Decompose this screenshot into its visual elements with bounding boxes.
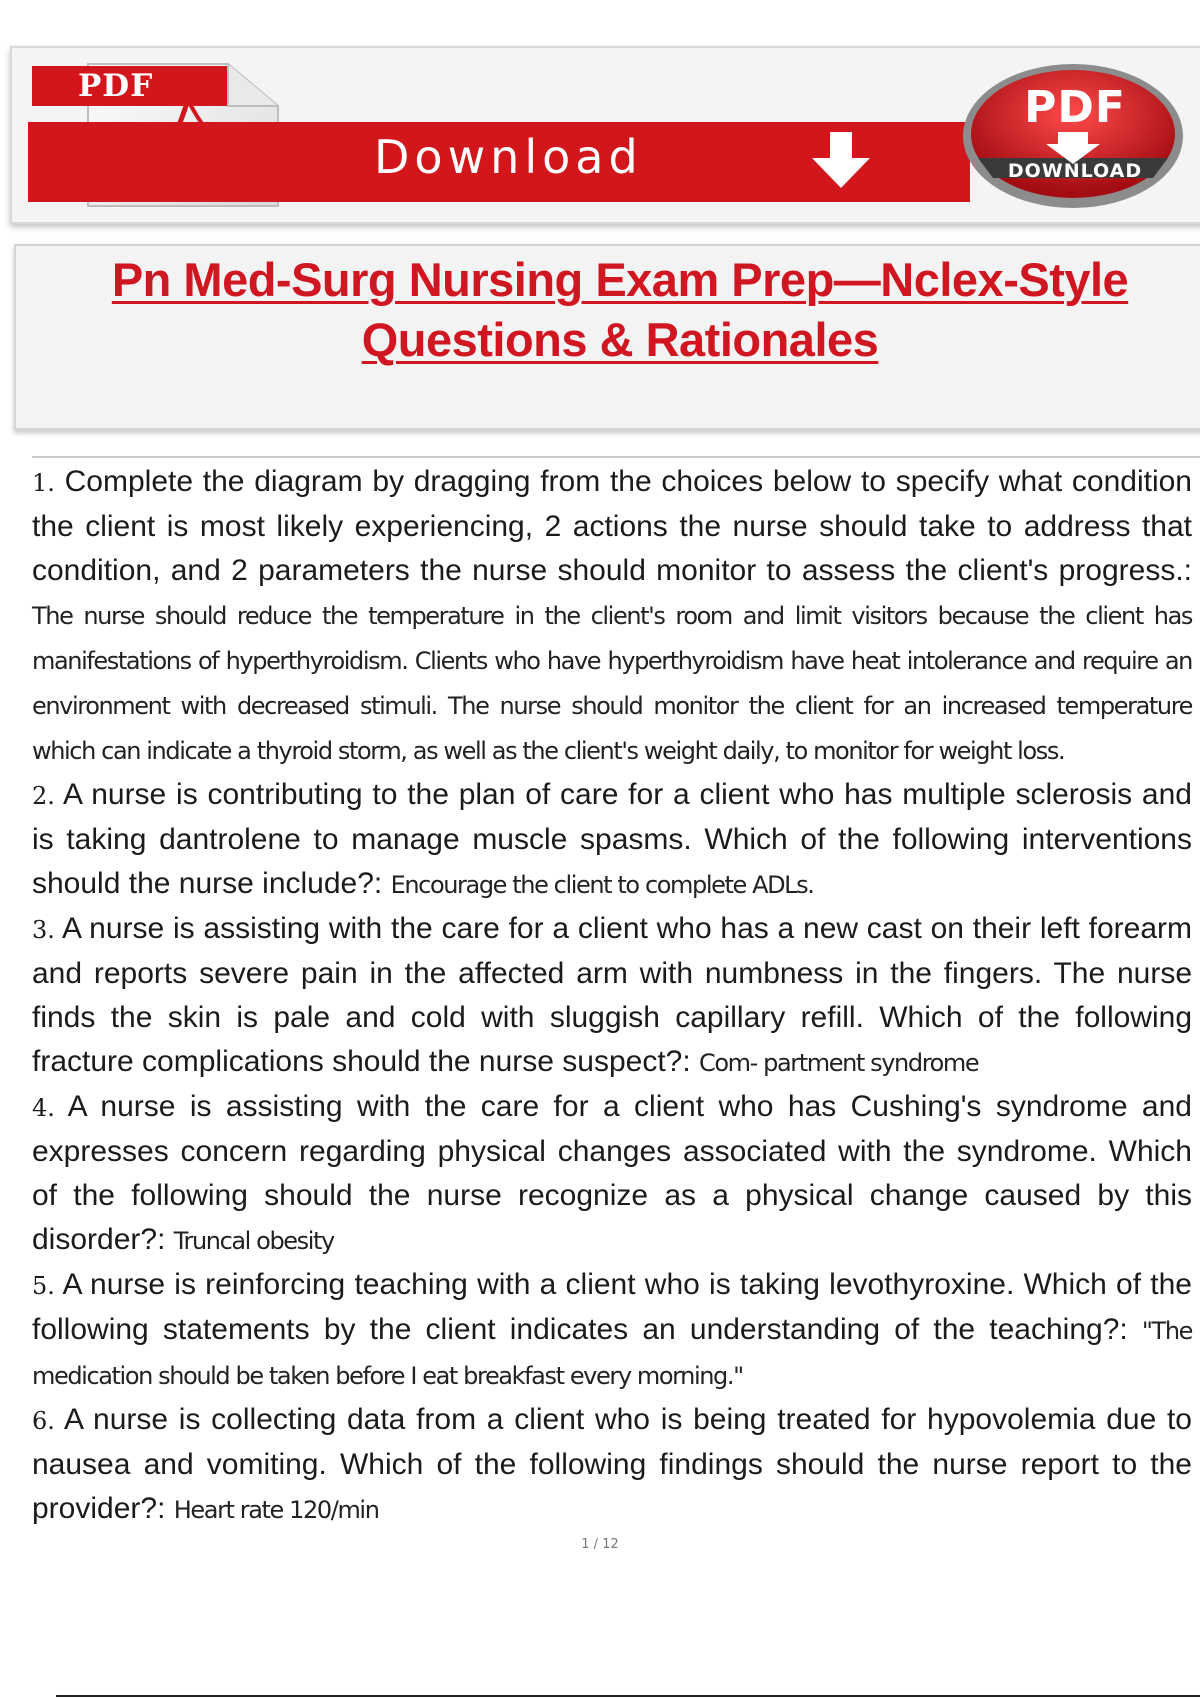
question-number: 3. xyxy=(32,916,55,944)
answer-text: Com- partment syndrome xyxy=(699,1049,979,1077)
question-number: 4. xyxy=(32,1094,55,1122)
answer-text: Encourage the client to complete ADLs. xyxy=(390,871,814,899)
question-item xyxy=(32,907,1192,1085)
question-text: A nurse is collecting data from a client who is being treated for hypovolemia due to nausea and vomiting. Which of the following findings should the nurse report to the provider?: xyxy=(32,1403,1192,1525)
question-number: 6. xyxy=(32,1407,55,1435)
question-item xyxy=(32,460,1192,773)
pdf-label: PDF xyxy=(32,66,227,106)
question-text: A nurse is reinforcing teaching with a client who is taking levothyroxine. Which of the following statements by the client indicates an understanding of the teaching?: xyxy=(32,1268,1192,1346)
page-indicator: 1 / 12 xyxy=(581,1537,619,1552)
question-item xyxy=(32,773,1192,907)
question-list xyxy=(32,460,1192,1532)
question-item xyxy=(32,1085,1192,1263)
badge-download-text: DOWNLOAD xyxy=(1007,160,1143,182)
answer-text: Heart rate 120/min xyxy=(173,1496,379,1524)
question-number: 2. xyxy=(32,782,55,810)
answer-text: Truncal obesity xyxy=(173,1227,334,1255)
question-text: A nurse is assisting with the care for a client who has a new cast on their left forearm and reports severe pain in the affected arm with numbness in the fingers. The nurse finds the skin is pale and cold with sluggish capillary refill. Which of the following fracture complications should the nurse suspect?: xyxy=(32,912,1193,1078)
question-text: Complete the diagram by dragging from the choices below to specify what condition the client is most likely experiencing, 2 actions the nurse should take to address that condition, and 2 parameters the nurse should monitor to assess the client's progress.: xyxy=(32,465,1192,587)
question-item xyxy=(32,1398,1192,1532)
question-text: A nurse is assisting with the care for a client who has Cushing's syndrome and expresses concern regarding physical changes associated with the syndrome. Which of the following should the nurse recognize as a physical change caused by this disorder?: xyxy=(32,1090,1192,1256)
question-number: 5. xyxy=(32,1272,55,1300)
question-item xyxy=(32,1263,1192,1398)
bottom-divider xyxy=(56,1695,1200,1697)
question-number: 1. xyxy=(32,469,55,497)
question-text: A nurse is contributing to the plan of care for a client who has multiple sclerosis and is taking dantrolene to manage muscle spasms. Which of the following interventions should the nurse include?: xyxy=(32,778,1192,900)
badge-pdf-text: PDF xyxy=(1024,82,1126,133)
download-label[interactable]: Download xyxy=(374,130,643,184)
answer-text: "The medication should be taken before I eat breakfast every morning." xyxy=(32,1317,1192,1390)
divider xyxy=(32,456,1200,458)
download-arrow-icon xyxy=(808,130,874,190)
answer-text: The nurse should reduce the temperature in the client's room and limit visitors because the client has manifestations of hyperthyroidism. Clients who have hyperthyroidism have heat intolerance and require an environment with decreased stimuli. The nurse should monitor the client for an increased temperature which can indicate a thyroid storm, as well as the client's weight daily, to monitor for weight loss. xyxy=(32,602,1192,765)
page-title: Pn Med-Surg Nursing Exam Prep—Nclex-Style Questions & Rationales xyxy=(111,253,1129,366)
